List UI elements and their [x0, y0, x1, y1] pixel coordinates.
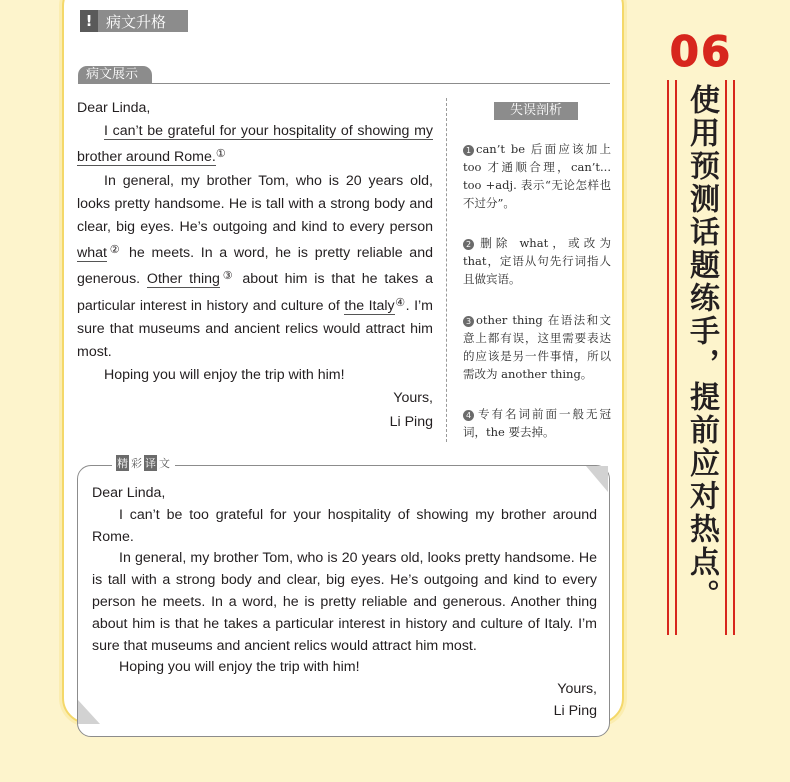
number-circle-icon: 1: [463, 145, 474, 156]
error-marker-3: ③: [219, 270, 236, 283]
analysis-note-2: [463, 234, 611, 288]
improved-tag-char: 译: [145, 457, 156, 470]
paragraph-text: In general, my brother Tom, who is 20 years old, looks pretty handsome. He is tall with a strong body and clear, big eyes. He’s outgoing and kind to every person: [77, 172, 433, 236]
paragraph-text: . I’m sure that museums and ancient relics would attract him most.: [77, 297, 434, 361]
chapter-number: 06: [669, 27, 733, 76]
improved-letter: [92, 483, 597, 723]
letter-greeting: Dear Linda,: [92, 485, 166, 501]
note-text: can’t be 后面应该加上 too 才通顺合理，can’t... too +adj. 表示“无论怎样也不过分”。: [463, 142, 611, 210]
error-underline-3: Other thing: [146, 271, 220, 288]
letter-paragraph-2: In general, my brother Tom, who is 20 years old, looks pretty handsome. He is tall with a strong body and clear, big eyes. He’s outgoing and kind to every person he meets. In a word, he is pretty reliable and generous. Another thing about him is that he takes a particular interest in history and culture of Italy. I’m sure that museums and ancient relics would attract him most.: [92, 550, 597, 654]
improved-tag-char: 精: [117, 457, 128, 470]
letter-paragraph-1: I can’t be too grateful for your hospitality of showing my brother around Rome.: [92, 506, 597, 545]
improved-tag-char: 文: [159, 457, 170, 470]
section-header: [80, 10, 188, 32]
analysis-note-1: [463, 140, 611, 212]
analysis-note-3: [463, 311, 611, 383]
number-circle-icon: 4: [463, 410, 474, 421]
letter-signature: Li Ping: [553, 702, 597, 719]
letter-paragraph-3: Hoping you will enjoy the trip with him!: [104, 367, 345, 384]
error-underline-1: I can’t be grateful for your hospitality of showing my brother around Rome.: [77, 123, 433, 166]
number-circle-icon: 3: [463, 316, 474, 327]
side-banner-text: 使用预测话题练手，提前应对热点。: [684, 84, 719, 612]
improved-tag-char: 彩: [131, 457, 142, 470]
paragraph-text: he meets. In a word, he is pretty reliable and generous.: [77, 245, 433, 288]
number-circle-icon: 2: [463, 239, 474, 250]
column-divider: [446, 98, 447, 442]
exclamation-icon: !: [80, 10, 98, 32]
improved-tag: [112, 454, 175, 472]
error-marker-2: ②: [106, 244, 123, 257]
letter-greeting: Dear Linda,: [77, 100, 151, 116]
error-marker-4: ④: [394, 296, 406, 309]
original-tab: 病文展示: [78, 66, 152, 84]
original-letter: [77, 97, 433, 434]
letter-paragraph-3: Hoping you will enjoy the trip with him!: [119, 659, 360, 676]
error-underline-2: what: [77, 245, 107, 262]
letter-closing: Yours,: [393, 390, 433, 407]
paragraph-text: about him is that he takes a particular interest in history and culture of: [77, 271, 433, 314]
analysis-note-4: [463, 405, 611, 441]
section-header-title: 病文升格: [106, 12, 167, 31]
analysis-tab: 失误剖析: [494, 102, 578, 120]
note-text: 删除 what，或改为 that，定语从句先行词指人且做宾语。: [463, 236, 611, 286]
error-marker-1: ①: [215, 148, 226, 161]
note-text: 专有名词前面一般无冠词，the 要去掉。: [463, 407, 611, 439]
error-underline-4: the Italy: [344, 297, 395, 314]
section-divider: [78, 83, 610, 84]
letter-closing: Yours,: [557, 681, 597, 698]
letter-paragraph-1: [77, 120, 433, 169]
note-text: other thing 在语法和文意上都有误，这里需要表达的应该是另一件事情，所以需改为 another thing。: [463, 313, 611, 381]
letter-paragraph-2: [77, 170, 433, 365]
letter-signature: Li Ping: [389, 413, 433, 430]
